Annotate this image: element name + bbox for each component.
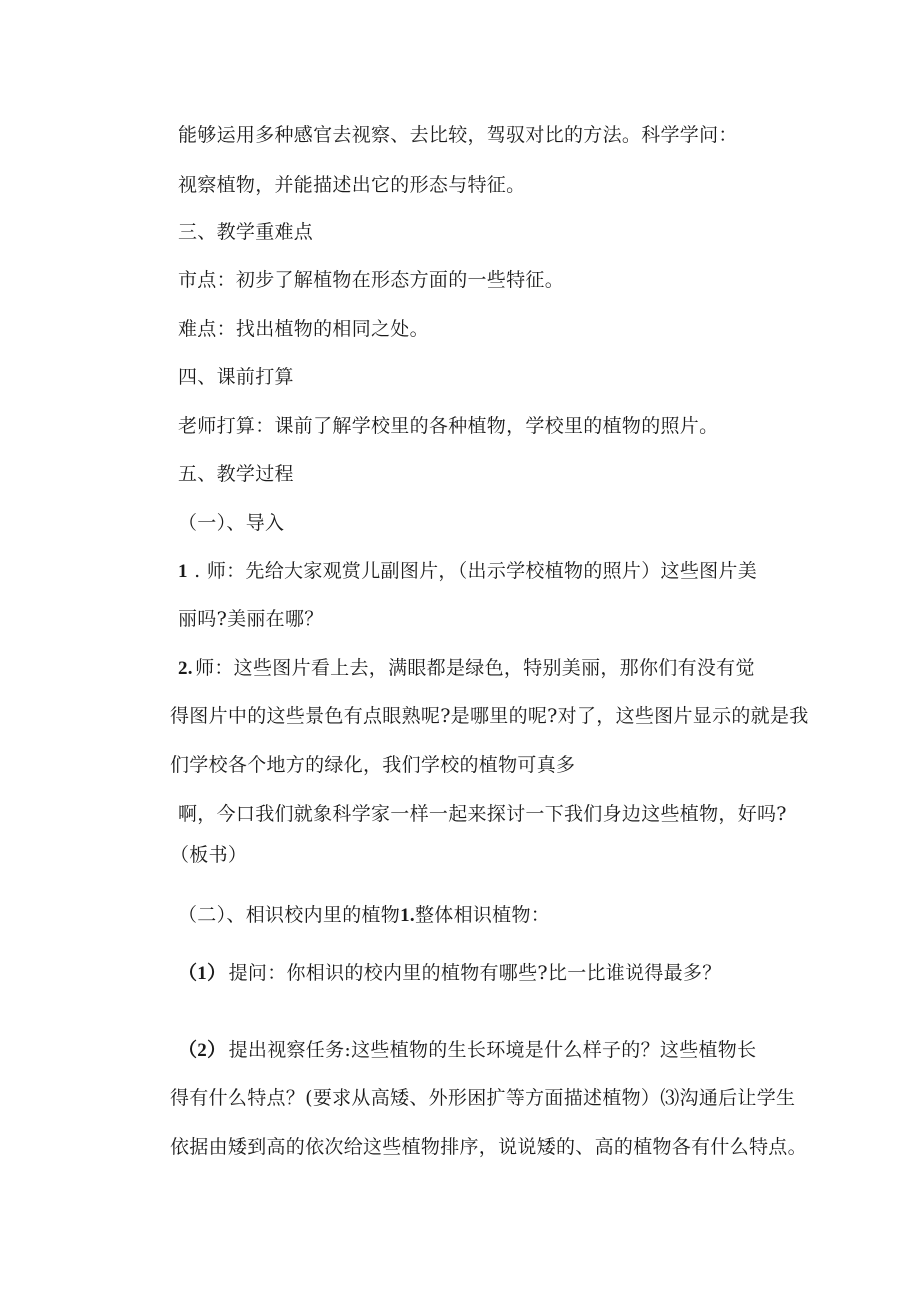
paragraph-line: 依据由矮到高的依次给这些植物排序，说说矮的、高的植物各有什么特点。 [170, 1136, 807, 1158]
paragraph-line: 老师打算：课前了解学校里的各种植物，学校里的植物的照片。 [178, 415, 719, 437]
item-number: 1. [400, 905, 415, 926]
item-text: 提问：你相识的校内里的植物有哪些?比一比谁说得最多？ [228, 962, 722, 984]
paragraph-line: 丽吗?美丽在哪？ [178, 608, 324, 630]
item-text: 师：这些图片看上去，满眼都是绿色，特别美丽，那你们有没有觉 [195, 657, 755, 679]
numbered-item-1 [178, 964, 722, 983]
subsection-heading [178, 906, 550, 925]
paragraph-line: 市点：初步了解植物在形态方面的一些特征。 [178, 269, 565, 291]
section-heading: 五、教学过程 [178, 463, 294, 485]
item-number: （1） [178, 963, 227, 984]
item-number: （2） [178, 1040, 227, 1061]
item-text: 整体相识植物： [414, 904, 551, 926]
numbered-item-2 [178, 659, 755, 678]
section-heading: 四、课前打算 [178, 366, 294, 388]
paragraph-line: 难点：找出植物的相同之处。 [178, 318, 429, 340]
paragraph-line: 能够运用多种感官去视察、去比较，驾驭对比的方法。科学学问： [178, 124, 738, 146]
item-text: 提出视察任务:这些植物的生长环境是什么样子的？这些植物长 [228, 1039, 757, 1061]
paragraph-line: 得有什么特点？(要求从高矮、外形困扩等方面描述植物）⑶沟通后让学生 [170, 1087, 796, 1109]
paragraph-line: 们学校各个地方的绿化，我们学校的植物可真多 [170, 754, 576, 776]
item-number: 1 [178, 561, 188, 582]
item-text: . 师：先给大家观赏儿副图片，（出示学校植物的照片）这些图片美 [187, 560, 758, 582]
numbered-item-1 [178, 562, 757, 581]
paragraph-line: 啊，今口我们就象科学家一样一起来探讨一下我们身边这些植物，好吗? [178, 803, 787, 825]
item-number: 2. [178, 658, 193, 679]
paragraph-line: （板书） [170, 844, 248, 866]
paragraph-line: 视察植物，并能描述出它的形态与特征。 [178, 174, 526, 196]
subsection-title: （二）、相识校内里的植物 [178, 904, 401, 926]
numbered-item-2 [178, 1041, 756, 1060]
section-heading: 三、教学重难点 [178, 221, 314, 243]
paragraph-line: 得图片中的这些景色有点眼熟呢?是哪里的呢?对了，这些图片显示的就是我 [170, 705, 809, 727]
subsection-heading: （一）、导入 [178, 512, 285, 534]
